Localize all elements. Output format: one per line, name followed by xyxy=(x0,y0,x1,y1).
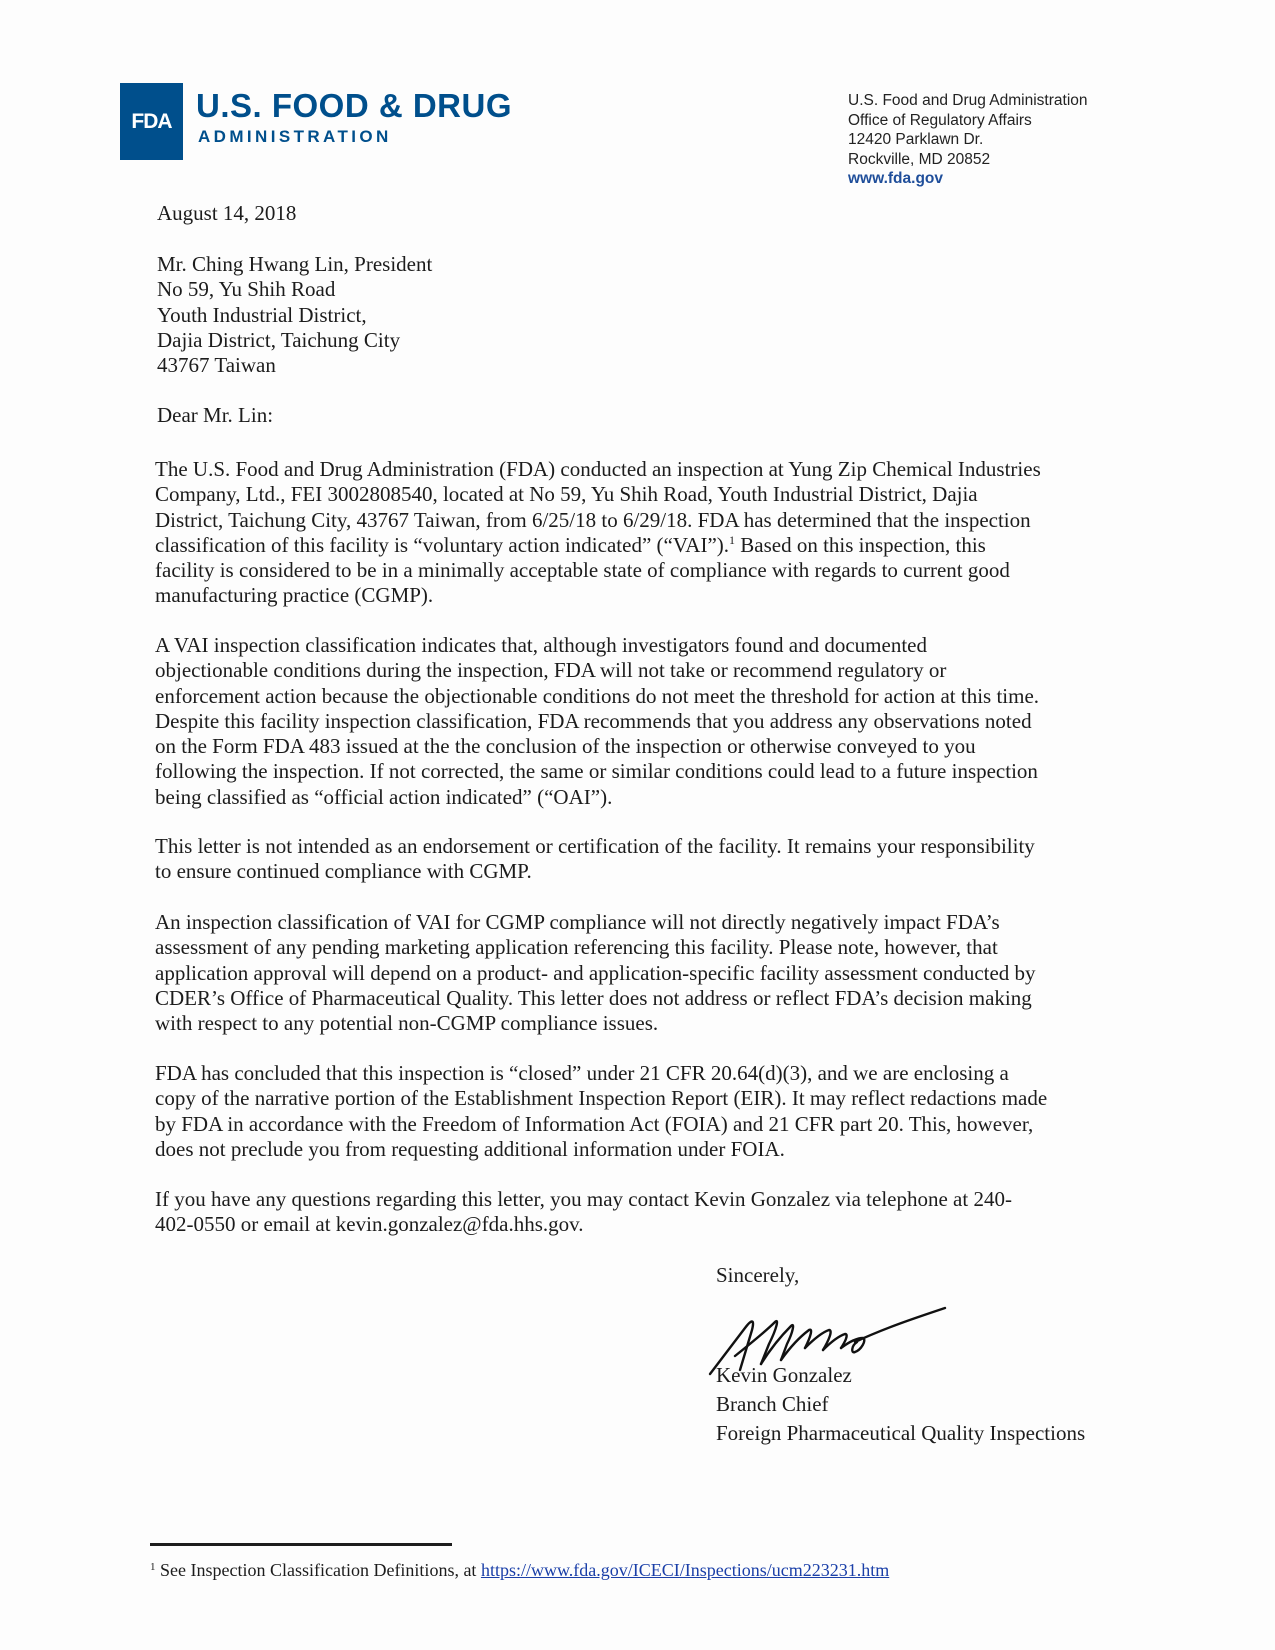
signer-title: Branch Chief xyxy=(716,1392,829,1416)
paragraph-vai-explanation xyxy=(155,633,1039,810)
office-address xyxy=(848,91,1088,189)
address-line: U.S. Food and Drug Administration xyxy=(848,92,1088,109)
text-line: by FDA in accordance with the Freedom of Information Act (FOIA) and 21 CFR part 20. This, however, xyxy=(155,1111,1034,1136)
address-line: Office of Regulatory Affairs xyxy=(848,111,1032,129)
text-line: FDA has concluded that this inspection is “closed” under 21 CFR 20.64(d)(3), and we are enclosing a xyxy=(155,1061,1009,1085)
text-line: being classified as “official action indicated” (“OAI”). xyxy=(155,784,613,809)
text-line: This letter is not intended as an endorsement or certification of the facility. It remains your responsibility xyxy=(155,834,1035,858)
paragraph-inspection-summary xyxy=(155,457,1041,609)
text-line: An inspection classification of VAI for CGMP compliance will not directly negatively impact FDA’s xyxy=(155,910,1000,934)
agency-subtitle: ADMINISTRATION xyxy=(198,127,392,146)
text-line: objectionable conditions during the inspection, FDA will not take or recommend regulatory or xyxy=(155,658,947,683)
paragraph-closed-inspection xyxy=(155,1061,1047,1162)
text-line: to ensure continued compliance with CGMP. xyxy=(155,859,532,884)
text-line: assessment of any pending marketing application referencing this facility. Please note, however, that xyxy=(155,935,998,960)
footnote-mark: 1 xyxy=(150,1561,156,1573)
recipient-line: Youth Industrial District, xyxy=(157,302,367,327)
text-line: 402-0550 or email at kevin.gonzalez@fda.hhs.gov. xyxy=(155,1212,584,1237)
website-link[interactable]: www.fda.gov xyxy=(848,170,944,187)
address-line: 12420 Parklawn Dr. xyxy=(848,131,984,148)
signer-name: Kevin Gonzalez xyxy=(716,1363,852,1387)
signer-block xyxy=(716,1361,1085,1448)
agency-name: U.S. FOOD & DRUG xyxy=(196,87,513,124)
salutation: Dear Mr. Lin: xyxy=(157,403,274,427)
paragraph-application-impact xyxy=(155,910,1036,1036)
text-line: copy of the narrative portion of the Establishment Inspection Report (EIR). It may reflect redactions made xyxy=(155,1086,1048,1111)
text-line: The U.S. Food and Drug Administration (FDA) conducted an inspection at Yung Zip Chemical Industries xyxy=(155,457,1041,481)
paragraph-not-endorsement xyxy=(155,834,1035,885)
fda-badge: FDA xyxy=(120,83,183,160)
address-line: Rockville, MD 20852 xyxy=(848,150,991,168)
footnote-ref: 1 xyxy=(729,532,736,547)
footnote-link[interactable]: https://www.fda.gov/ICECI/Inspections/ucm223231.htm xyxy=(480,1560,890,1580)
paragraph-contact xyxy=(155,1187,1012,1238)
text-line: District, Taichung City, 43767 Taiwan, from 6/25/18 to 6/29/18. FDA has determined that the inspection xyxy=(155,507,1031,532)
recipient-line: 43767 Taiwan xyxy=(157,353,276,378)
letter-date: August 14, 2018 xyxy=(157,201,297,225)
signer-office: Foreign Pharmaceutical Quality Inspections xyxy=(716,1421,1086,1445)
recipient-line: Dajia District, Taichung City xyxy=(157,327,401,352)
footnote-text: See Inspection Classification Definitions, at xyxy=(155,1560,481,1580)
text-line: facility is considered to be in a minimally acceptable state of compliance with regards to current good xyxy=(155,558,1010,583)
text-line: following the inspection. If not corrected, the same or similar conditions could lead to a future inspection xyxy=(155,759,1038,784)
text-line: CDER’s Office of Pharmaceutical Quality. This letter does not address or reflect FDA’s decision making xyxy=(155,985,1032,1010)
text-line: If you have any questions regarding this letter, you may contact Kevin Gonzalez via telephone at 240- xyxy=(155,1187,1012,1211)
text-line: enforcement action because the objectionable conditions do not meet the threshold for action at this time. xyxy=(155,683,1040,708)
recipient-address xyxy=(157,252,432,378)
text-line: application approval will depend on a product- and application-specific facility assessment conducted by xyxy=(155,960,1036,985)
text-line: Despite this facility inspection classification, FDA recommends that you address any observations noted xyxy=(155,708,1032,733)
recipient-line: Mr. Ching Hwang Lin, President xyxy=(157,252,433,276)
closing: Sincerely, xyxy=(716,1263,800,1287)
text-line: does not preclude you from requesting additional information under FOIA. xyxy=(155,1136,785,1161)
text-line: on the Form FDA 483 issued at the the conclusion of the inspection or otherwise conveyed to you xyxy=(155,734,976,759)
text-segment: classification of this facility is “voluntary action indicated” (“VAI”). xyxy=(155,532,730,557)
footnote-divider xyxy=(150,1543,452,1546)
text-line: with respect to any potential non-CGMP compliance issues. xyxy=(155,1011,659,1036)
text-line xyxy=(155,533,1041,558)
footnote xyxy=(150,1560,889,1581)
recipient-line: No 59, Yu Shih Road xyxy=(157,277,336,302)
text-line: Company, Ltd., FEI 3002808540, located at No 59, Yu Shih Road, Youth Industrial District, Dajia xyxy=(155,482,978,507)
text-segment: Based on this inspection, this xyxy=(735,532,986,557)
text-line: A VAI inspection classification indicates that, although investigators found and documented xyxy=(155,633,927,657)
text-line: manufacturing practice (CGMP). xyxy=(155,583,434,608)
